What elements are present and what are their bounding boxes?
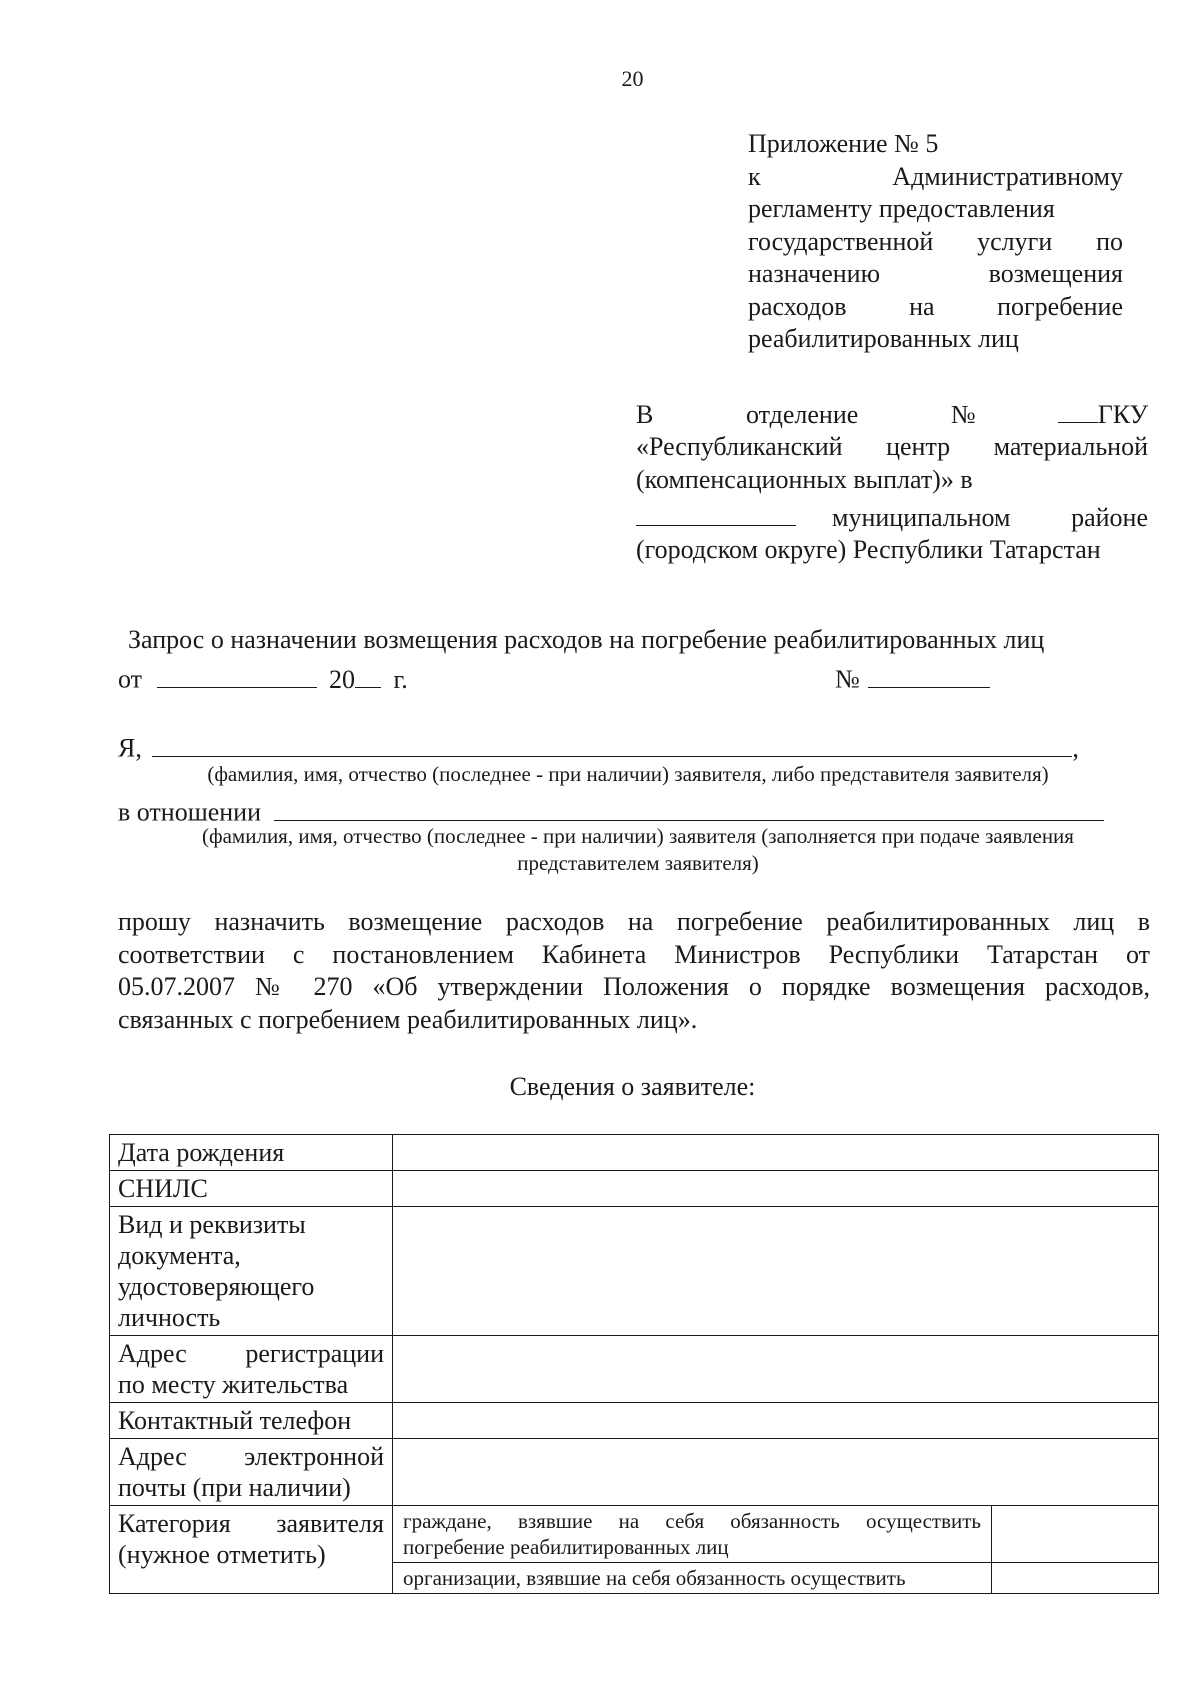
label-line: личность — [118, 1303, 221, 1332]
addressee-gku: ГКУ — [1097, 399, 1148, 429]
district-blank[interactable] — [636, 496, 796, 526]
appendix-line: регламенту предоставления — [748, 194, 1055, 223]
request-body — [118, 906, 1150, 1036]
addressee-line: «Республиканский центр материальной — [636, 432, 1148, 462]
body-line: прошу назначить возмещение расходов на погребение реабилитированных лиц в — [118, 907, 1150, 936]
addressee-department-text: В отделение № — [636, 399, 976, 429]
row-label — [110, 1171, 393, 1207]
category-option-citizens — [393, 1506, 992, 1563]
option-line: граждане, взявшие на себя обязанность осуществить — [403, 1509, 981, 1533]
request-date-blank[interactable] — [157, 658, 317, 688]
date-year-suffix: г. — [393, 664, 408, 694]
addressee-line: (компенсационных выплат)» в — [636, 464, 973, 494]
label-line: Категория заявителя — [118, 1509, 384, 1538]
option-line: погребение реабилитированных лиц — [403, 1535, 729, 1559]
label-line: Контактный телефон — [118, 1406, 352, 1435]
category-label — [110, 1506, 393, 1594]
department-number-blank[interactable] — [1058, 393, 1098, 423]
body-line: связанных с погребением реабилитированных лиц». — [118, 1004, 698, 1034]
table-row — [110, 1135, 1159, 1171]
label-line: удостоверяющего — [118, 1272, 315, 1301]
label-line: по месту жительства — [118, 1370, 349, 1399]
row-value-cell[interactable] — [393, 1336, 1159, 1403]
appendix-line: расходов на погребение — [748, 291, 1123, 321]
date-year: 20 — [329, 664, 356, 694]
body-line: 05.07.2007 № 270 «Об утверждении Положения о порядке возмещения расходов, — [118, 972, 1150, 1001]
appendix-line: государственной услуги по — [748, 226, 1123, 256]
category-checkbox-citizens[interactable] — [992, 1506, 1159, 1563]
row-label — [110, 1135, 393, 1171]
request-title: Запрос о назначении возмещения расходов на погребение реабилитированных лиц — [128, 625, 1045, 654]
row-label — [110, 1439, 393, 1506]
row-label — [110, 1403, 393, 1439]
label-line: Дата рождения — [118, 1138, 285, 1167]
applicant-info-table — [109, 1134, 1159, 1594]
label-line: Адрес электронной — [118, 1442, 384, 1471]
table-row — [110, 1336, 1159, 1403]
page-number: 20 — [621, 66, 644, 91]
row-value-cell[interactable] — [393, 1171, 1159, 1207]
category-option-organizations — [393, 1563, 992, 1594]
request-date-row — [118, 658, 408, 695]
category-checkbox-organizations[interactable] — [992, 1563, 1159, 1594]
date-prefix: от — [118, 664, 143, 694]
applicant-suffix: , — [1072, 733, 1079, 763]
label-line: документа, — [118, 1241, 241, 1270]
table-row — [110, 1207, 1159, 1336]
appendix-header — [748, 128, 1123, 356]
request-number-row — [835, 658, 990, 695]
request-year-blank[interactable] — [355, 658, 381, 688]
row-value-cell[interactable] — [393, 1207, 1159, 1336]
appendix-line: Приложение № 5 — [748, 129, 939, 158]
label-line: почты (при наличии) — [118, 1473, 351, 1502]
appendix-line: к Административному — [748, 161, 1123, 191]
section-title: Сведения о заявителе: — [509, 1072, 756, 1101]
label-line: (нужное отметить) — [118, 1540, 326, 1569]
relation-prefix: в отношении — [118, 797, 262, 827]
table-row — [110, 1439, 1159, 1506]
body-line: соответствии с постановлением Кабинета Министров Республики Татарстан от — [118, 939, 1150, 969]
applicant-name-row — [118, 727, 1079, 764]
addressee-line: (городском округе) Республики Татарстан — [636, 535, 1101, 565]
relation-caption-line: (фамилия, имя, отчество (последнее - при наличии) заявителя (заполняется при подаче заявления — [202, 824, 1074, 848]
row-value-cell[interactable] — [393, 1439, 1159, 1506]
row-label — [110, 1207, 393, 1336]
addressee-block — [636, 393, 1148, 567]
applicant-prefix: Я, — [118, 733, 142, 763]
relation-caption-line: представителем заявителя) — [517, 851, 759, 875]
appendix-line: реабилитированных лиц — [748, 324, 1019, 353]
addressee-district-text: муниципальном районе — [832, 502, 1148, 532]
table-row — [110, 1403, 1159, 1439]
request-number-blank[interactable] — [868, 658, 990, 688]
option-line: организации, взявшие на себя обязанность осуществить — [403, 1566, 906, 1590]
label-line: СНИЛС — [118, 1174, 208, 1203]
appendix-line: назначению возмещения — [748, 259, 1123, 288]
applicant-caption: (фамилия, имя, отчество (последнее - при наличии) заявителя, либо представителя заявителя) — [207, 762, 1049, 786]
label-line: Вид и реквизиты — [118, 1210, 306, 1239]
table-row — [110, 1171, 1159, 1207]
row-value-cell[interactable] — [393, 1403, 1159, 1439]
table-row-category — [110, 1506, 1159, 1563]
row-label — [110, 1336, 393, 1403]
row-value-cell[interactable] — [393, 1135, 1159, 1171]
number-label: № — [835, 664, 860, 694]
applicant-name-blank[interactable] — [152, 727, 1072, 757]
relation-name-blank[interactable] — [274, 791, 1104, 821]
relation-caption — [118, 823, 1158, 877]
label-line: Адрес регистрации — [118, 1339, 384, 1368]
